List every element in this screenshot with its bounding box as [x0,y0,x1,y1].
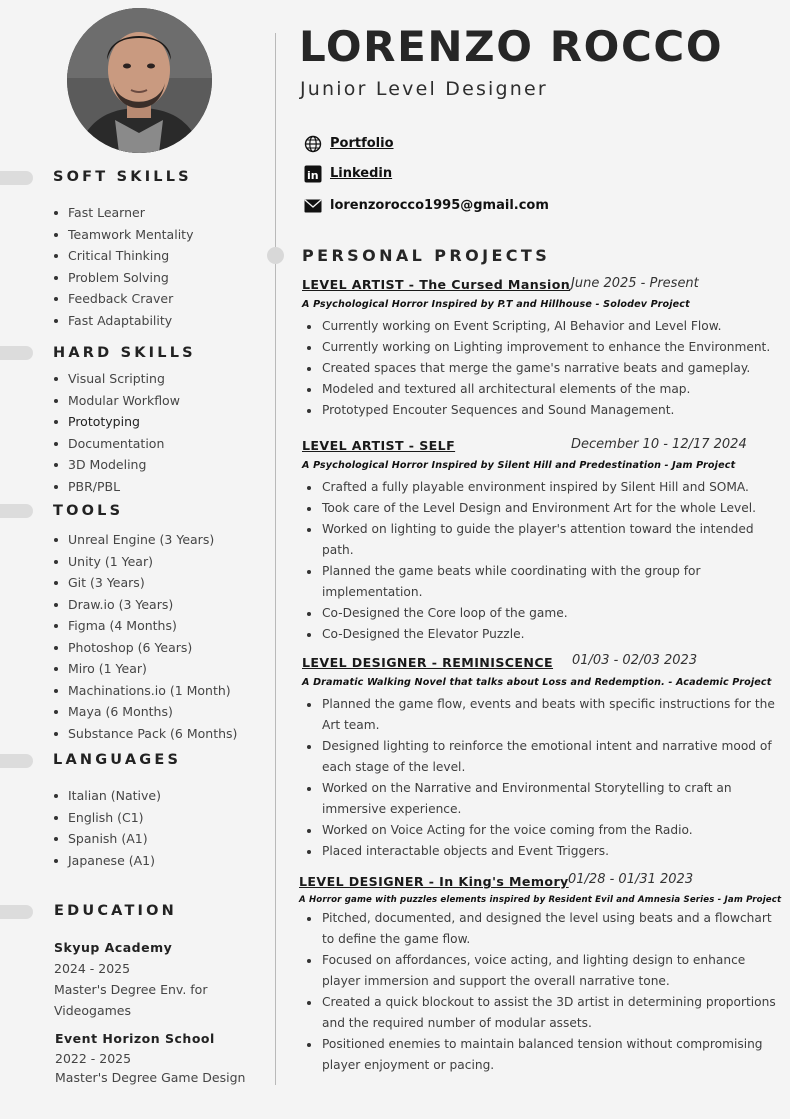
list-item: Git (3 Years) [53,572,237,594]
list-item: Took care of the Level Design and Environment Art for the whole Level. [306,498,776,519]
email-address[interactable]: lorenzorocco1995@gmail.com [330,198,549,213]
list-item: Photoshop (6 Years) [53,637,237,659]
hard-skills-heading: HARD SKILLS [53,345,196,361]
contact-linkedin[interactable] [303,164,392,183]
project-subtitle: A Psychological Horror Inspired by Silent Hill and Predestination - Jam Project [302,460,736,471]
project-title: LEVEL ARTIST - The Cursed Mansion [302,277,571,292]
education-years: 2024 - 2025 [54,961,131,976]
list-item: 3D Modeling [53,454,180,476]
svg-text:in: in [306,168,319,182]
list-item: Critical Thinking [53,245,193,267]
list-item: Placed interactable objects and Event Triggers. [306,841,776,862]
list-item: Figma (4 Months) [53,615,237,637]
globe-icon [303,134,322,153]
list-item: Worked on Voice Acting for the voice coming from the Radio. [306,820,776,841]
soft-skills-heading: SOFT SKILLS [53,169,192,185]
education-entry [55,1029,245,1088]
languages-list [53,785,161,871]
tools-list [53,529,237,744]
list-item: Japanese (A1) [53,850,161,872]
list-item: Planned the game flow, events and beats with specific instructions for the Art team. [306,694,776,736]
list-item: Draw.io (3 Years) [53,594,237,616]
list-item: Prototyping [53,411,180,433]
list-item: Modular Workflow [53,390,180,412]
list-item: Focused on affordances, voice acting, and lighting design to enhance player immersion and support the overall narrative tone. [306,950,776,992]
list-item: Fast Adaptability [53,310,193,332]
list-item: Prototyped Encouter Sequences and Sound Management. [306,400,776,421]
profile-photo [67,8,212,153]
list-item: Feedback Craver [53,288,193,310]
list-item: Pitched, documented, and designed the level using beats and a flowchart to define the game flow. [306,908,776,950]
project-date: 01/28 - 01/31 2023 [568,872,694,887]
linkedin-icon [303,164,322,183]
project-date: December 10 - 12/17 2024 [571,437,747,452]
list-item: Worked on the Narrative and Environmental Storytelling to craft an immersive experience. [306,778,776,820]
education-entry [54,937,207,1021]
list-item: Miro (1 Year) [53,658,237,680]
list-item: Co-Designed the Core loop of the game. [306,603,776,624]
school-name: Skyup Academy [54,940,173,955]
project-bullets [306,694,776,862]
education-degree-continued: Videogames [54,1003,131,1018]
list-item: Visual Scripting [53,368,180,390]
list-item: Spanish (A1) [53,828,161,850]
education-degree: Master's Degree Env. for [54,982,208,997]
list-item: Substance Pack (6 Months) [53,723,237,745]
project-title: LEVEL DESIGNER - REMINISCENCE [302,655,554,670]
linkedin-link[interactable]: Linkedin [330,166,393,181]
list-item: Currently working on Event Scripting, AI Behavior and Level Flow. [306,316,776,337]
project-subtitle: A Horror game with puzzles elements inspired by Resident Evil and Amnesia Series - Jam Project [299,895,782,905]
section-tab-soft-skills [0,171,33,185]
tools-heading: TOOLS [53,503,124,519]
project-title: LEVEL ARTIST - SELF [302,438,456,453]
section-tab-hard-skills [0,346,33,360]
hard-skills-list [53,368,180,497]
column-divider [275,33,276,1085]
project-subtitle: A Dramatic Walking Novel that talks about Loss and Redemption. - Academic Project [302,677,772,688]
candidate-name: LORENZO ROCCO [299,22,724,71]
contact-portfolio[interactable] [303,134,394,153]
education-degree: Master's Degree Game Design [55,1070,246,1085]
list-item: Crafted a fully playable environment inspired by Silent Hill and SOMA. [306,477,776,498]
contact-email[interactable] [303,196,549,215]
project-bullets [306,908,776,1076]
list-item: Worked on lighting to guide the player's attention toward the intended path. [306,519,776,561]
section-tab-languages [0,754,33,768]
list-item: Maya (6 Months) [53,701,237,723]
list-item: Italian (Native) [53,785,161,807]
list-item: Unreal Engine (3 Years) [53,529,237,551]
list-item: Designed lighting to reinforce the emotional intent and narrative mood of each stage of the level. [306,736,776,778]
list-item: Positioned enemies to maintain balanced tension without compromising player enjoyment or pacing. [306,1034,776,1076]
list-item: Machinations.io (1 Month) [53,680,237,702]
list-item: Currently working on Lighting improvement to enhance the Environment. [306,337,776,358]
mail-icon [303,196,322,215]
divider-dot [267,247,284,264]
school-name: Event Horizon School [55,1031,215,1046]
list-item: Co-Designed the Elevator Puzzle. [306,624,776,645]
list-item: Problem Solving [53,267,193,289]
project-bullets [306,316,776,421]
languages-heading: LANGUAGES [53,752,182,768]
list-item: Modeled and textured all architectural elements of the map. [306,379,776,400]
section-tab-education [0,905,33,919]
list-item: Created spaces that merge the game's narrative beats and gameplay. [306,358,776,379]
section-tab-tools [0,504,33,518]
project-subtitle: A Psychological Horror Inspired by P.T and Hillhouse - Solodev Project [302,299,690,310]
project-bullets [306,477,776,645]
list-item: Unity (1 Year) [53,551,237,573]
list-item: English (C1) [53,807,161,829]
list-item: Documentation [53,433,180,455]
list-item: Planned the game beats while coordinating with the group for implementation. [306,561,776,603]
portfolio-link[interactable]: Portfolio [330,136,394,151]
education-years: 2022 - 2025 [55,1050,132,1066]
list-item: Created a quick blockout to assist the 3D artist in determining proportions and the required number of modular assets. [306,992,776,1034]
soft-skills-list [53,202,193,331]
project-title: LEVEL DESIGNER - In King's Memory [299,874,569,889]
project-date: 01/03 - 02/03 2023 [572,653,698,668]
candidate-title: Junior Level Designer [300,78,548,100]
list-item: PBR/PBL [53,476,180,498]
projects-heading: PERSONAL PROJECTS [302,246,551,265]
list-item: Teamwork Mentality [53,224,193,246]
education-heading: EDUCATION [54,903,178,919]
profile-photo-illustration [67,8,212,153]
list-item: Fast Learner [53,202,193,224]
project-date: June 2025 - Present [571,276,699,291]
